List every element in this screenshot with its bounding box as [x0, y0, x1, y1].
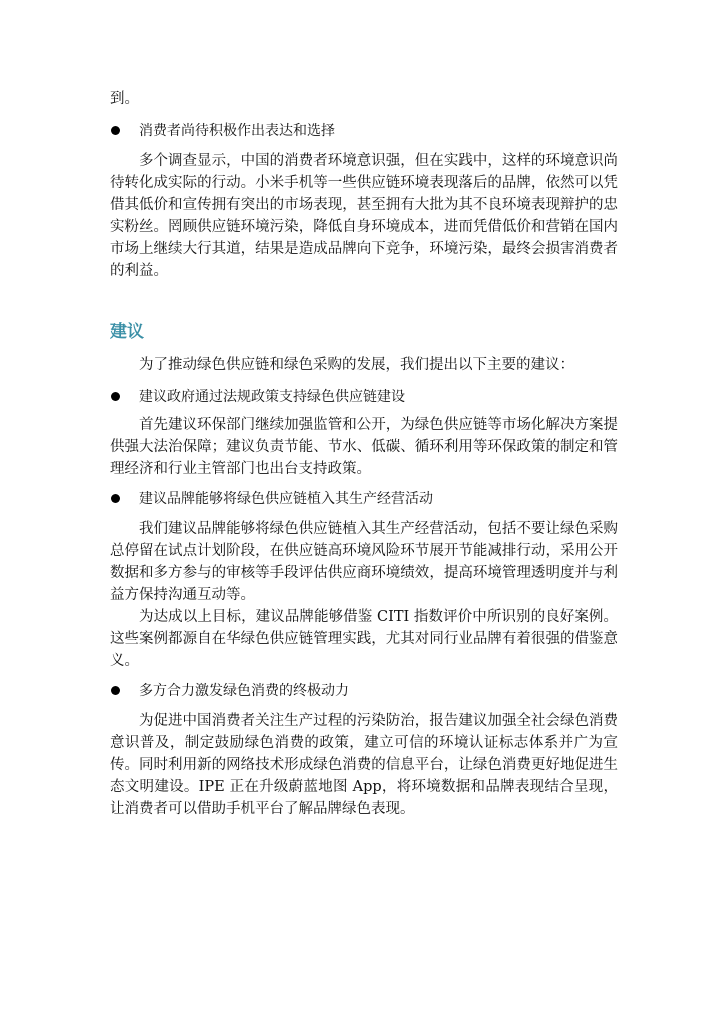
- section-heading: 建议: [110, 322, 144, 342]
- continuation-text: 到。: [110, 91, 139, 107]
- bullet-icon: [111, 392, 120, 401]
- paragraph-brand-1: 我们建议品牌能够将绿色供应链植入其生产经营活动，包括不要让绿色采购总停留在试点计划阶段，在供应链高环境风险环节展开节能减排行动，采用公开数据和多方参与的审核等手段评估供应商环境绩效，提高环境管理透明度并与利益方保持沟通互动等。: [110, 521, 618, 603]
- paragraph-consumers: 多个调查显示，中国的消费者环境意识强，但在实践中，这样的环境意识尚待转化成实际的行动。小米手机等一些供应链环境表现落后的品牌，依然可以凭借其低价和宣传拥有突出的市场表现，甚至拥有大批为其不良环境表现辩护的忠实粉丝。罔顾供应链环境污染，降低自身环境成本，进而凭借低价和营销在国内市场上继续大行其道，结果是造成品牌向下竞争，环境污染，最终会损害消费者的利益。: [110, 153, 618, 279]
- bullet-label: 建议政府通过法规政策支持绿色供应链建设: [139, 389, 405, 405]
- bullet-item-joint: [110, 680, 618, 702]
- paragraph-government: 首先建议环保部门继续加强监管和公开，为绿色供应链等市场化解决方案提供强大法治保障；建议负责节能、节水、低碳、循环利用等环保政策的制定和管理经济和行业主管部门也出台支持政策。: [110, 417, 618, 477]
- bullet-item-consumers: [110, 120, 618, 142]
- paragraph-joint: 为促进中国消费者关注生产过程的污染防治，报告建议加强全社会绿色消费意识普及，制定鼓励绿色消费的政策，建立可信的环境认证标志体系并广为宣传。同时利用新的网络技术形成绿色消费的信息平台，让绿色消费更好地促进生态文明建设。IPE 正在升级蔚蓝地图 App，将环境数据和品牌表现结合呈现，让消费者可以借助手机平台了解品牌绿色表现。: [110, 713, 618, 817]
- bullet-icon: [111, 494, 120, 503]
- bullet-label: 多方合力激发绿色消费的终极动力: [139, 683, 349, 699]
- bullet-icon: [111, 126, 120, 135]
- bullet-item-brand: [110, 488, 618, 510]
- bullet-item-government: [110, 386, 618, 408]
- intro-paragraph: 为了推动绿色供应链和绿色采购的发展，我们提出以下主要的建议：: [139, 357, 574, 373]
- bullet-label: 消费者尚待积极作出表达和选择: [139, 123, 335, 139]
- paragraph-brand-2: 为达成以上目标，建议品牌能够借鉴 CITI 指数评价中所识别的良好案例。这些案例都源自在华绿色供应链管理实践，尤其对同行业品牌有着很强的借鉴意义。: [110, 609, 618, 669]
- bullet-icon: [111, 686, 120, 695]
- bullet-label: 建议品牌能够将绿色供应链植入其生产经营活动: [139, 491, 433, 507]
